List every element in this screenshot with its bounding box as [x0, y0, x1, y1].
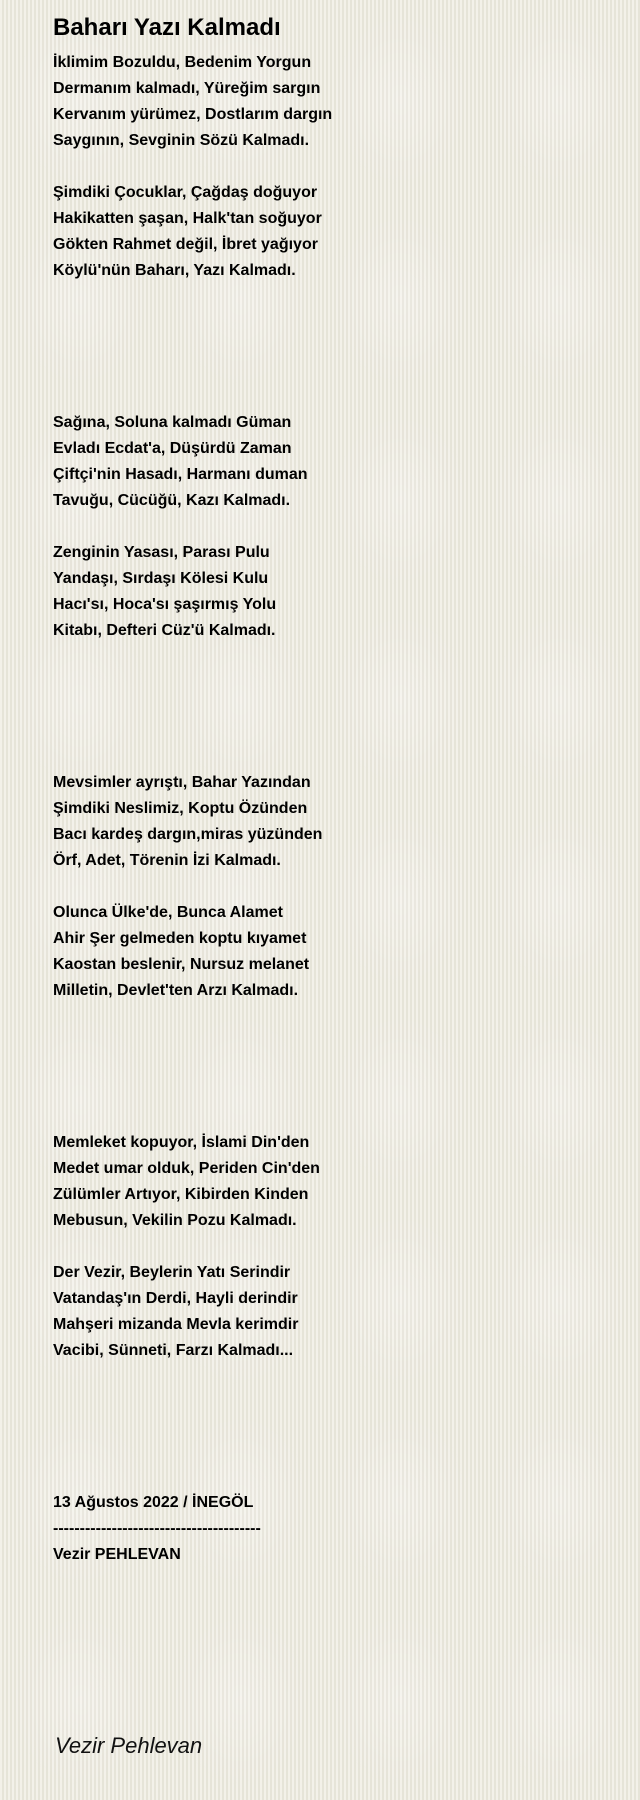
poem-line: Medet umar olduk, Periden Cin'den	[53, 1160, 320, 1177]
stanza	[53, 900, 613, 1004]
poem-line: Gökten Rahmet değil, İbret yağıyor	[53, 236, 318, 253]
poem-line: Köylü'nün Baharı, Yazı Kalmadı.	[53, 262, 296, 279]
poem-line: Kaostan beslenir, Nursuz melanet	[53, 956, 310, 973]
poem-line: Sağına, Soluna kalmadı Güman	[53, 414, 292, 431]
poem-line: Evladı Ecdat'a, Düşürdü Zaman	[53, 440, 292, 457]
poem-line: Ahir Şer gelmeden koptu kıyamet	[53, 930, 307, 947]
poem-line: Zülümler Artıyor, Kibirden Kinden	[53, 1186, 309, 1203]
stanza	[53, 50, 613, 154]
stanza	[53, 410, 613, 514]
poem-title: Baharı Yazı Kalmadı	[53, 14, 281, 41]
stanza	[53, 1260, 613, 1364]
poem-line: Dermanım kalmadı, Yüreğim sargın	[53, 80, 321, 97]
stanza	[53, 770, 613, 874]
poem-line: Zenginin Yasası, Parası Pulu	[53, 544, 270, 561]
stanza	[53, 540, 613, 644]
poem-line: Hakikatten şaşan, Halk'tan soğuyor	[53, 210, 322, 227]
poem-line: Kitabı, Defteri Cüz'ü Kalmadı.	[53, 622, 276, 639]
poem-line: Örf, Adet, Törenin İzi Kalmadı.	[53, 852, 281, 869]
poem-line: Şimdiki Çocuklar, Çağdaş doğuyor	[53, 184, 318, 201]
poem-line: Milletin, Devlet'ten Arzı Kalmadı.	[53, 982, 299, 999]
poem-line: Memleket kopuyor, İslami Din'den	[53, 1134, 310, 1151]
poem-footer	[53, 1490, 613, 1568]
poem-line: Olunca Ülke'de, Bunca Alamet	[53, 904, 283, 921]
poem-line: Bacı kardeş dargın,miras yüzünden	[53, 826, 323, 843]
stanza	[53, 1130, 613, 1234]
poem-line: İklimim Bozuldu, Bedenim Yorgun	[53, 54, 312, 71]
poem-line: Mebusun, Vekilin Pozu Kalmadı.	[53, 1212, 297, 1229]
poem-line: Vacibi, Sünneti, Farzı Kalmadı...	[53, 1342, 294, 1359]
poem-line: Mevsimler ayrıştı, Bahar Yazından	[53, 774, 311, 791]
poem-page	[53, 12, 613, 1568]
poem-line: Çiftçi'nin Hasadı, Harmanı duman	[53, 466, 308, 483]
poem-line: Yandaşı, Sırdaşı Kölesi Kulu	[53, 570, 269, 587]
author-signature: Vezir Pehlevan	[55, 1733, 203, 1758]
poem-line: Kervanım yürümez, Dostlarım dargın	[53, 106, 333, 123]
author-name: Vezir PEHLEVAN	[53, 1546, 181, 1563]
separator-line: ---------------------------------------	[53, 1520, 261, 1537]
poem-line: Saygının, Sevginin Sözü Kalmadı.	[53, 132, 310, 149]
poem-line: Der Vezir, Beylerin Yatı Serindir	[53, 1264, 291, 1281]
poem-line: Hacı'sı, Hoca'sı şaşırmış Yolu	[53, 596, 277, 613]
poem-line: Tavuğu, Cücüğü, Kazı Kalmadı.	[53, 492, 291, 509]
date-place: 13 Ağustos 2022 / İNEGÖL	[53, 1494, 254, 1511]
poem-line: Şimdiki Neslimiz, Koptu Özünden	[53, 800, 308, 817]
stanza	[53, 180, 613, 284]
poem-line: Vatandaş'ın Derdi, Hayli derindir	[53, 1290, 298, 1307]
poem-line: Mahşeri mizanda Mevla kerimdir	[53, 1316, 299, 1333]
